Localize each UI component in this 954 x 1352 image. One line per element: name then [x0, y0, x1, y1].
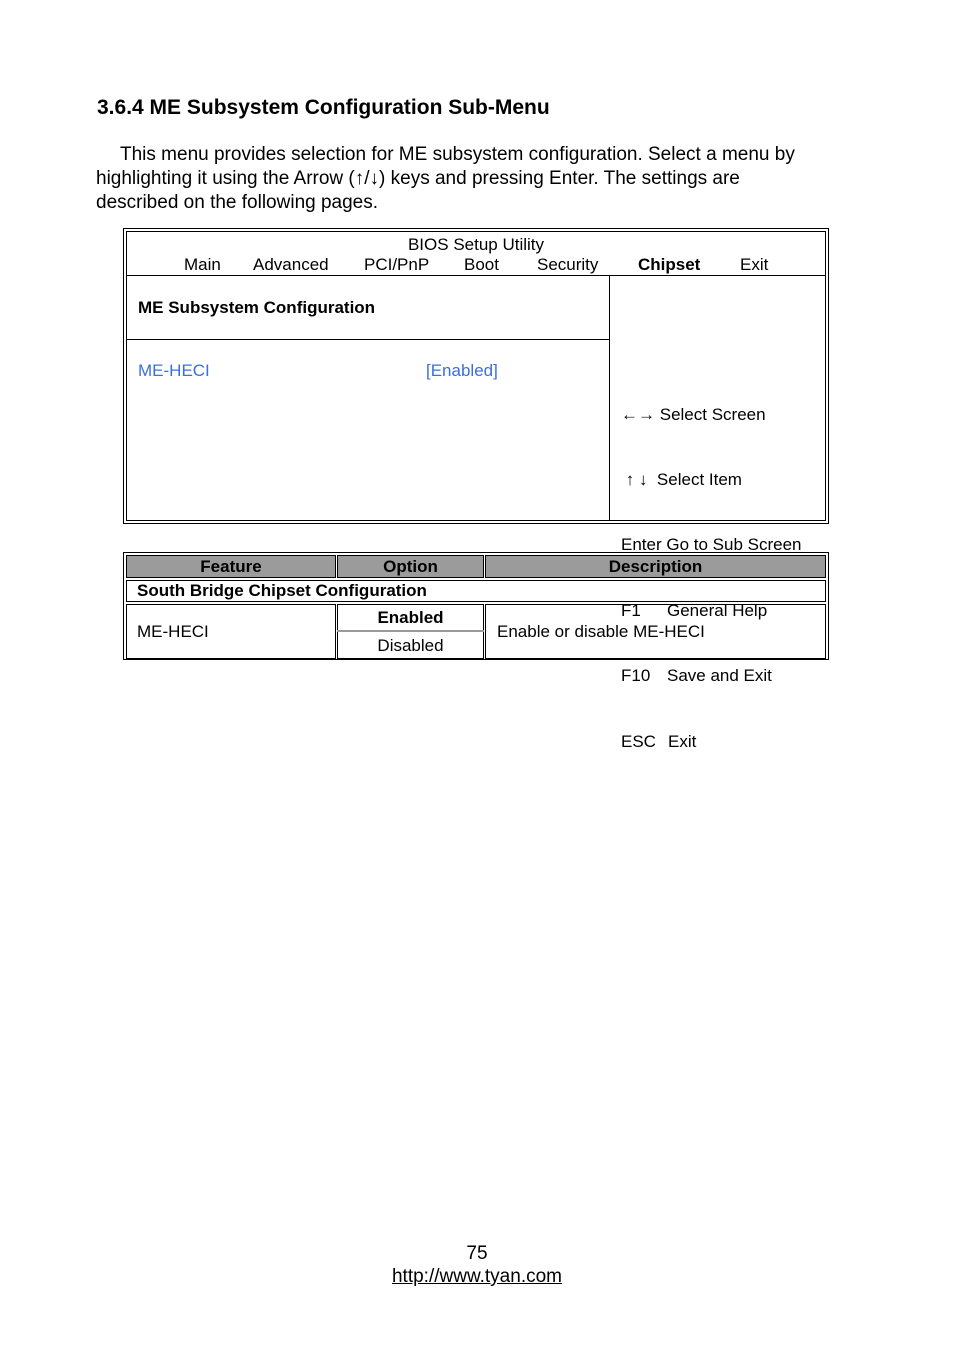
help-text: Go to Sub Screen — [666, 535, 802, 555]
help-key-enter: Enter — [621, 535, 662, 555]
option-divider — [337, 630, 484, 632]
bios-item-me-heci-value[interactable]: [Enabled] — [426, 361, 498, 380]
bios-item-me-heci-label[interactable]: ME-HECI — [138, 361, 210, 380]
page-number: 75 — [466, 1243, 488, 1264]
help-row-select-screen — [621, 404, 802, 426]
bios-menu-security[interactable]: Security — [537, 255, 599, 274]
help-key-up-down-arrows: ↑ ↓ — [625, 469, 648, 489]
intro-line-1: This menu provides selection for ME subsystem configuration. Select a menu by — [120, 144, 795, 165]
section-row-south-bridge: South Bridge Chipset Configuration — [126, 580, 826, 602]
help-text: General Help — [667, 600, 768, 620]
help-text: Exit — [668, 731, 697, 751]
bios-menu-pcipnp[interactable]: PCI/PnP — [364, 255, 430, 274]
help-row-select-item — [621, 469, 802, 491]
option-disabled: Disabled — [377, 635, 444, 655]
header-feature: Feature — [126, 555, 336, 578]
help-row-f10 — [621, 665, 802, 687]
bios-menu-main[interactable]: Main — [184, 255, 221, 274]
bios-menu-advanced[interactable]: Advanced — [253, 255, 329, 274]
bios-menu-chipset[interactable]: Chipset — [638, 255, 701, 274]
help-key-esc: ESC — [621, 731, 656, 751]
help-row-esc — [621, 731, 802, 753]
feature-cell-me-heci: ME-HECI — [126, 604, 336, 659]
bios-header — [127, 232, 825, 276]
header-description: Description — [485, 555, 826, 578]
intro-line-2: highlighting it using the Arrow (↑/↓) keys and pressing Enter. The settings are — [96, 168, 740, 189]
help-text: Select Screen — [659, 404, 766, 424]
help-key-f10: F10 — [621, 666, 651, 686]
help-text: Select Item — [656, 469, 742, 489]
description-cell: Enable or disable ME-HECI — [485, 604, 826, 659]
feature-table-inner — [126, 555, 826, 657]
help-key-left-right-arrows: ←→ — [621, 404, 655, 424]
option-enabled: Enabled — [377, 607, 444, 627]
header-option: Option — [337, 555, 484, 578]
help-text: Save and Exit — [667, 666, 772, 686]
bios-menu-exit[interactable]: Exit — [740, 255, 769, 274]
feature-table — [123, 552, 829, 660]
intro-line-3: described on the following pages. — [96, 192, 379, 213]
footer-url-link[interactable]: http://www.tyan.com — [391, 1266, 562, 1287]
bios-settings-pane — [127, 276, 610, 520]
bios-menu-boot[interactable]: Boot — [464, 255, 499, 274]
footer-link-wrap — [0, 1266, 954, 1288]
bios-section-title: ME Subsystem Configuration — [138, 298, 376, 317]
help-key-f1: F1 — [621, 600, 641, 620]
page-heading: 3.6.4 ME Subsystem Configuration Sub-Menu — [97, 96, 550, 119]
bios-title: BIOS Setup Utility — [407, 235, 545, 254]
bios-section-divider — [127, 339, 609, 340]
intro-paragraph — [96, 143, 866, 215]
